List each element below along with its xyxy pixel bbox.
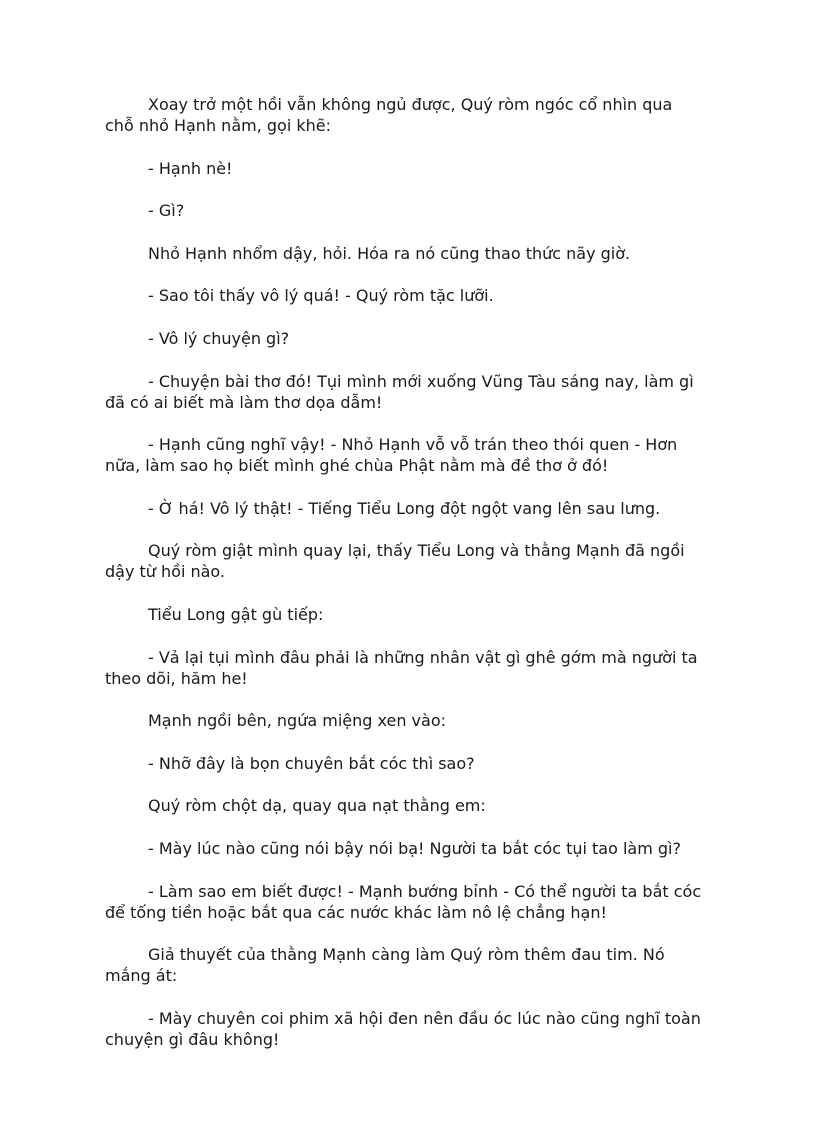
paragraph: Quý ròm chột dạ, quay qua nạt thằng em:: [148, 796, 486, 816]
paragraph: - Sao tôi thấy vô lý quá! - Quý ròm tặc lưỡi.: [148, 286, 494, 306]
paragraph: - Vả lại tụi mình đâu phải là những nhân vật gì ghê gớm mà người ta theo dõi, hăm he!: [105, 647, 698, 688]
paragraph: - Ờ há! Vô lý thật! - Tiếng Tiểu Long đột ngột vang lên sau lưng.: [148, 498, 661, 518]
paragraph: - Hạnh cũng nghĩ vậy! - Nhỏ Hạnh vỗ vỗ trán theo thói quen - Hơn nữa, làm sao họ biết mình ghé chùa Phật nằm mà đề thơ ở đó!: [105, 435, 678, 476]
paragraph: - Nhỡ đây là bọn chuyên bắt cóc thì sao?: [148, 753, 475, 773]
paragraph: - Gì?: [148, 201, 185, 221]
paragraph: Xoay trở một hồi vẫn không ngủ được, Quý ròm ngóc cổ nhìn qua chỗ nhỏ Hạnh nằm, gọi khẽ:: [105, 95, 673, 135]
paragraph: - Vô lý chuyện gì?: [148, 328, 290, 348]
paragraph: Mạnh ngồi bên, ngứa miệng xen vào:: [148, 711, 446, 731]
paragraph: - Mày lúc nào cũng nói bậy nói bạ! Người ta bắt cóc tụi tao làm gì?: [148, 838, 681, 858]
paragraph: Tiểu Long gật gù tiếp:: [148, 604, 324, 624]
paragraph: - Mày chuyên coi phim xã hội đen nên đầu óc lúc nào cũng nghĩ toàn chuyện gì đâu không!: [105, 1008, 701, 1049]
document-page: [105, 94, 705, 1071]
paragraph: Giả thuyết của thằng Mạnh càng làm Quý ròm thêm đau tim. Nó mắng át:: [105, 945, 665, 986]
paragraph: - Hạnh nè!: [148, 158, 233, 178]
paragraph: - Chuyện bài thơ đó! Tụi mình mới xuống Vũng Tàu sáng nay, làm gì đã có ai biết mà làm thơ dọa dẫm!: [105, 371, 694, 412]
paragraph: Quý ròm giật mình quay lại, thấy Tiểu Long và thằng Mạnh đã ngồi dậy từ hồi nào.: [105, 541, 685, 582]
paragraph: - Làm sao em biết được! - Mạnh bướng bỉnh - Có thể người ta bắt cóc để tống tiền hoặc bắt qua các nước khác làm nô lệ chẳng hạn!: [105, 881, 702, 922]
paragraph: Nhỏ Hạnh nhổm dậy, hỏi. Hóa ra nó cũng thao thức nãy giờ.: [148, 243, 631, 263]
